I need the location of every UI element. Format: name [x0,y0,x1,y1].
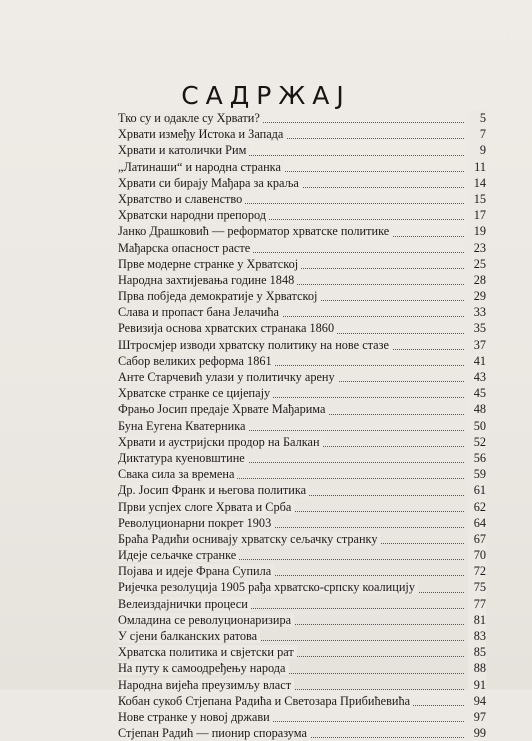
toc-entry-page-number: 91 [468,677,486,693]
toc-entry-title: Браћа Радићи оснивају хрватску сељачку странку [118,532,380,546]
toc-entry-page-number: 14 [468,175,486,191]
toc-entry [118,272,486,288]
toc-entry-page-number: 37 [468,337,486,353]
toc-entry-title: Диктатура куеновштине [118,451,248,465]
toc-entry-title: Хрвати и аустријски продор на Балкан [118,435,323,449]
toc-entry-title: Хрвати између Истока и Запада [118,127,286,141]
toc-entry-page-number: 41 [468,353,486,369]
toc-entry-title: Ријечка резолуција 1905 рађа хрватско-српску коалицију [118,580,418,594]
toc-entry-title: Буна Еугена Кватерника [118,419,249,433]
contents-title: САДРЖАЈ [181,80,351,110]
toc-entry-title: На путу к самоодређењу народа [118,661,289,675]
table-of-contents [118,110,486,741]
toc-entry-title: Др. Јосип Франк и његова политика [118,483,309,497]
toc-entry-page-number: 75 [468,579,486,595]
toc-entry-page-number: 67 [468,531,486,547]
toc-entry-page-number: 61 [468,482,486,498]
toc-entry [118,515,486,531]
toc-entry [118,142,486,158]
toc-entry-page-number: 25 [468,256,486,272]
toc-entry-title: Хрвати си бирају Мађара за краља [118,176,302,190]
toc-entry-title: Хрватска политика и свјетски рат [118,645,297,659]
toc-entry [118,628,486,644]
toc-entry-page-number: 59 [468,466,486,482]
toc-entry-title: Сабор великих реформа 1861 [118,354,275,368]
toc-entry-page-number: 35 [468,320,486,336]
toc-entry-title: „Латинаши“ и народна странка [118,160,284,174]
toc-entry [118,693,486,709]
toc-entry-page-number: 70 [468,547,486,563]
toc-entry-page-number: 81 [468,612,486,628]
toc-entry [118,434,486,450]
toc-entry-page-number: 94 [468,693,486,709]
toc-entry-page-number: 5 [468,110,486,126]
toc-entry-title: Прва побједа демократије у Хрватској [118,289,320,303]
toc-entry [118,482,486,498]
toc-entry-page-number: 72 [468,563,486,579]
toc-entry [118,369,486,385]
toc-entry [118,385,486,401]
toc-entry-page-number: 19 [468,223,486,239]
toc-entry-title: Први успјех слоге Хрвата и Срба [118,500,294,514]
toc-entry [118,547,486,563]
toc-entry [118,110,486,126]
toc-entry-page-number: 29 [468,288,486,304]
toc-entry-page-number: 33 [468,304,486,320]
toc-entry-title: Хрвати и католички Рим [118,143,249,157]
toc-entry [118,596,486,612]
toc-entry-title: Народна вијећа преузимљу власт [118,678,294,692]
toc-entry [118,304,486,320]
toc-entry [118,677,486,693]
toc-entry-page-number: 50 [468,418,486,434]
toc-entry-page-number: 56 [468,450,486,466]
toc-entry-title: Хрватство и славенство [118,192,245,206]
toc-entry-page-number: 15 [468,191,486,207]
toc-entry [118,466,486,482]
toc-entry-title: Стјепан Радић — пионир споразума [118,726,310,740]
toc-entry-title: Свака сила за времена [118,467,237,481]
toc-entry-title: Идеје сељачке странке [118,548,239,562]
toc-entry-page-number: 17 [468,207,486,223]
toc-entry-title: Појава и идеје Франа Супила [118,564,274,578]
toc-entry [118,288,486,304]
toc-entry-page-number: 7 [468,126,486,142]
toc-entry-page-number: 23 [468,240,486,256]
toc-entry-page-number: 97 [468,709,486,725]
toc-entry-title: Фрањо Јосип предаје Хрвате Мађарима [118,402,328,416]
toc-entry-title: Нове странке у новој држави [118,710,273,724]
toc-entry-title: Омладина се револуционаризира [118,613,294,627]
toc-entry [118,207,486,223]
toc-entry [118,579,486,595]
toc-entry-page-number: 85 [468,644,486,660]
toc-entry-title: Ревизија основа хрватских странака 1860 [118,321,337,335]
toc-entry [118,660,486,676]
toc-entry-title: Прве модерне странке у Хрватској [118,257,301,271]
toc-entry-page-number: 52 [468,434,486,450]
toc-entry-page-number: 99 [468,725,486,741]
toc-entry-page-number: 83 [468,628,486,644]
toc-entry-title: Хрватске странке се цијепају [118,386,273,400]
toc-entry [118,337,486,353]
toc-entry [118,709,486,725]
toc-entry [118,353,486,369]
toc-entry [118,159,486,175]
toc-entry [118,256,486,272]
toc-entry-title: Кобан сукоб Стјепана Радића и Светозара Прибићевића [118,694,413,708]
toc-entry [118,563,486,579]
toc-entry [118,223,486,239]
toc-entry-title: Слава и пропаст бана Јелачића [118,305,282,319]
toc-entry [118,320,486,336]
toc-entry-page-number: 62 [468,499,486,515]
toc-entry-title: Јанко Драшковић — реформатор хрватске политике [118,224,392,238]
toc-entry [118,418,486,434]
toc-entry [118,191,486,207]
toc-entry-page-number: 48 [468,401,486,417]
toc-entry-title: Анте Старчевић улази у политичку арену [118,370,338,384]
toc-entry-title: Народна захтијевања године 1848 [118,273,297,287]
toc-entry [118,612,486,628]
toc-entry-page-number: 43 [468,369,486,385]
toc-entry [118,175,486,191]
toc-entry-title: Револуционарни покрет 1903 [118,516,274,530]
toc-entry-title: Мађарска опасност расте [118,241,253,255]
toc-entry-page-number: 88 [468,660,486,676]
toc-entry-title: Велеиздајнички процеси [118,597,251,611]
toc-entry [118,450,486,466]
toc-entry-page-number: 77 [468,596,486,612]
toc-entry-page-number: 64 [468,515,486,531]
toc-entry [118,644,486,660]
toc-entry-title: Хрватски народни препород [118,208,269,222]
toc-entry-page-number: 28 [468,272,486,288]
toc-entry-page-number: 45 [468,385,486,401]
toc-entry-title: Тко су и одакле су Хрвати? [118,111,263,125]
toc-entry-title: У сјени балканских ратова [118,629,260,643]
toc-entry [118,401,486,417]
toc-entry [118,499,486,515]
toc-entry-title: Штросмјер изводи хрватску политику на нове стазе [118,338,392,352]
toc-entry-page-number: 9 [468,142,486,158]
toc-entry [118,531,486,547]
toc-entry [118,240,486,256]
toc-entry-page-number: 11 [468,159,486,175]
toc-entry [118,725,486,741]
toc-entry [118,126,486,142]
